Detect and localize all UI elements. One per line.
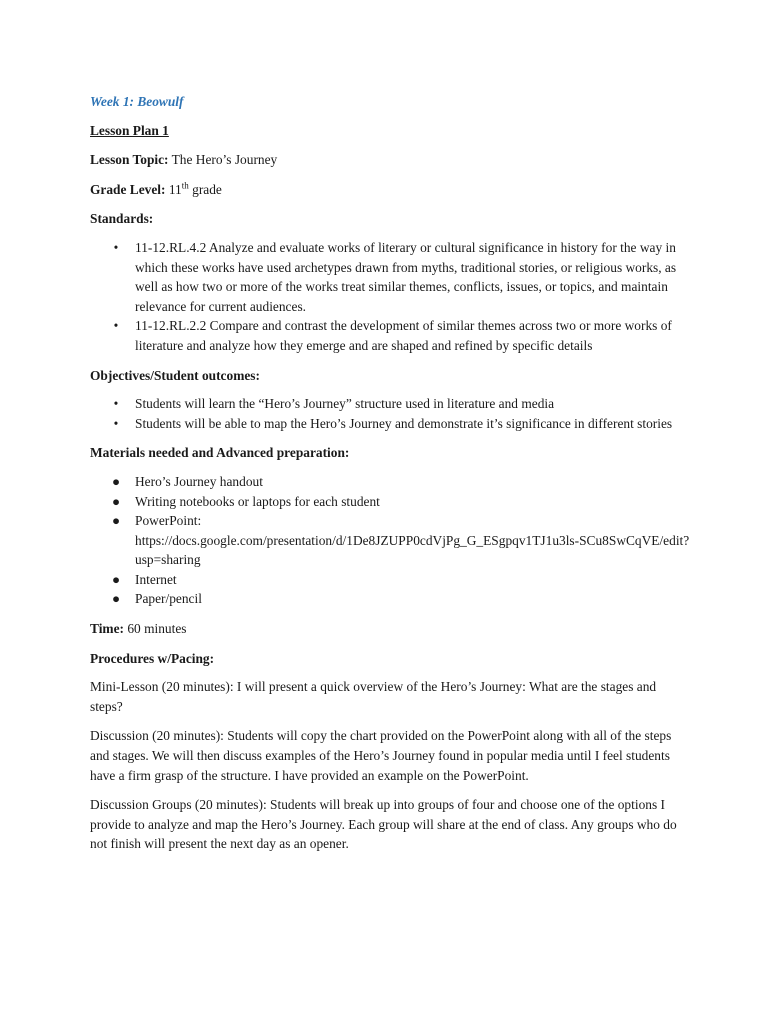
- standard-text: 11-12.RL.4.2 Analyze and evaluate works of literary or cultural significance in history for the way in which these works have used archetypes drawn from myths, traditional stories, or religious works, as well as how two or more of the works treat similar themes, conflicts, issues, or topics, and maintain relevance for current audiences.: [135, 239, 677, 314]
- materials-heading: Materials needed and Advanced preparation:: [90, 445, 350, 461]
- time-value: 60 minutes: [127, 621, 187, 637]
- time-field: [90, 619, 690, 639]
- procedure-paragraph: Discussion Groups (20 minutes): Students will break up into groups of four and choose one of the options I provide to analyze and map the Hero’s Journey. Each group will share at the end of class. Any groups who do not finish will present the next day as an opener.: [90, 797, 677, 852]
- document-page: [90, 92, 690, 864]
- procedures-heading: Procedures w/Pacing:: [90, 650, 215, 666]
- material-text: Internet: [135, 571, 177, 587]
- standard-text: 11-12.RL.2.2 Compare and contrast the development of similar themes across two or more works of literature and analyze how they emerge and are shaped and refined by specific details: [135, 318, 672, 353]
- procedure-paragraph: Mini-Lesson (20 minutes): I will present a quick overview of the Hero’s Journey: What are the stages and steps?: [90, 679, 657, 714]
- list-item: [90, 394, 690, 414]
- standards-list: [90, 238, 690, 356]
- grade-level-suffix: grade: [192, 181, 222, 197]
- bullet-icon: ●: [111, 513, 121, 529]
- bullet-icon: •: [113, 396, 119, 412]
- bullet-icon: •: [113, 415, 119, 431]
- time-label: Time:: [90, 621, 124, 637]
- objective-text: Students will be able to map the Hero’s Journey and demonstrate it’s significance in different stories: [135, 415, 673, 431]
- list-item: [90, 414, 690, 434]
- list-item: [90, 238, 690, 316]
- grade-level-superscript: th: [181, 180, 189, 191]
- bullet-icon: •: [113, 318, 119, 334]
- procedure-paragraph: Discussion (20 minutes): Students will copy the chart provided on the PowerPoint along with all of the steps and stages. We will then discuss examples of the Hero’s Journey found in popular media until I feel students have a firm grasp of the structure. I have provided an example on the PowerPoint.: [90, 728, 672, 783]
- lesson-topic-label: Lesson Topic:: [90, 152, 169, 168]
- material-text: PowerPoint:: [135, 513, 202, 529]
- bullet-icon: ●: [111, 473, 121, 489]
- bullet-icon: ●: [111, 571, 121, 587]
- materials-list: [90, 472, 690, 609]
- standards-heading: Standards:: [90, 211, 154, 227]
- objective-text: Students will learn the “Hero’s Journey” structure used in literature and media: [135, 396, 555, 412]
- list-item: [90, 570, 690, 590]
- lesson-topic-value: The Hero’s Journey: [171, 152, 278, 168]
- objectives-list: [90, 394, 690, 433]
- bullet-icon: •: [113, 239, 119, 255]
- list-item: [90, 511, 690, 570]
- list-item: [90, 316, 690, 355]
- material-text: Writing notebooks or laptops for each student: [135, 493, 380, 509]
- grade-level-number: 11: [168, 181, 182, 197]
- bullet-icon: ●: [111, 591, 121, 607]
- objectives-heading: Objectives/Student outcomes:: [90, 367, 260, 383]
- list-item: [90, 589, 690, 609]
- lesson-topic-field: [90, 150, 690, 170]
- list-item: [90, 472, 690, 492]
- bullet-icon: ●: [111, 493, 121, 509]
- powerpoint-link[interactable]: https://docs.google.com/presentation/d/1De8JZUPP0cdVjPg_G_ESgpqv1TJ1u3ls-SCu8SwCqVE/edit?usp=sharing: [135, 532, 690, 568]
- grade-level-field: [90, 180, 690, 200]
- lesson-plan-title: Lesson Plan 1: [90, 122, 169, 138]
- material-text: Hero’s Journey handout: [135, 473, 263, 489]
- material-text: Paper/pencil: [135, 591, 202, 607]
- week-title: Week 1: Beowulf: [90, 94, 184, 109]
- grade-level-label: Grade Level:: [90, 181, 166, 197]
- list-item: [90, 492, 690, 512]
